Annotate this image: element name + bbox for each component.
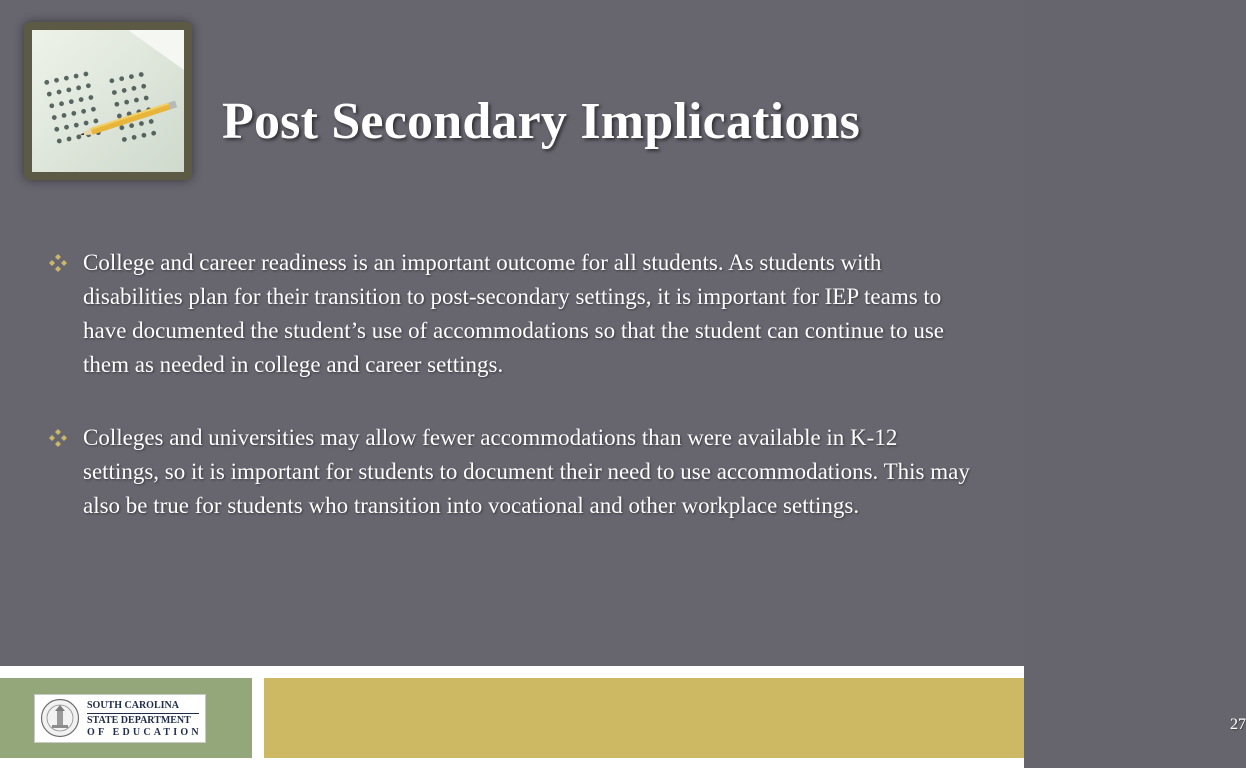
logo-line-2: STATE DEPARTMENT xyxy=(87,715,191,726)
sc-education-logo xyxy=(34,694,206,743)
four-diamond-bullet-icon xyxy=(48,247,70,269)
footer-gold-panel xyxy=(264,678,1246,758)
footer-logo-panel xyxy=(0,678,252,758)
answer-sheet-pencil-image xyxy=(32,30,184,172)
logo-line-1: SOUTH CAROLINA xyxy=(87,700,179,711)
bullet-text: College and career readiness is an important outcome for all students. As students with disabilities plan for their transition to post-secondary settings, it is important for IEP teams to have documented the student’s use of accommodations so that the student can continue to use them as needed in college and career settings. xyxy=(83,250,945,377)
bullet-text: Colleges and universities may allow fewer accommodations than were available in K-12 settings, so it is important for students to document their need to use accommodations. This may also be true for students who transition into vocational and other workplace settings. xyxy=(83,425,970,518)
logo-rule xyxy=(87,713,199,714)
logo-wordmark xyxy=(87,700,202,739)
four-diamond-bullet-icon xyxy=(48,422,70,444)
bullet-item xyxy=(44,421,974,523)
logo-line-3: OF EDUCATION xyxy=(87,727,202,738)
slide-footer xyxy=(0,678,1246,768)
slide-title: Post Secondary Implications xyxy=(222,93,861,150)
page-number: 27 xyxy=(1230,716,1246,733)
state-seal-icon xyxy=(40,698,80,738)
bullet-item xyxy=(44,246,974,382)
slide-thumbnail-frame xyxy=(24,22,192,180)
bullet-list xyxy=(44,246,974,562)
footer-divider xyxy=(0,666,1024,678)
